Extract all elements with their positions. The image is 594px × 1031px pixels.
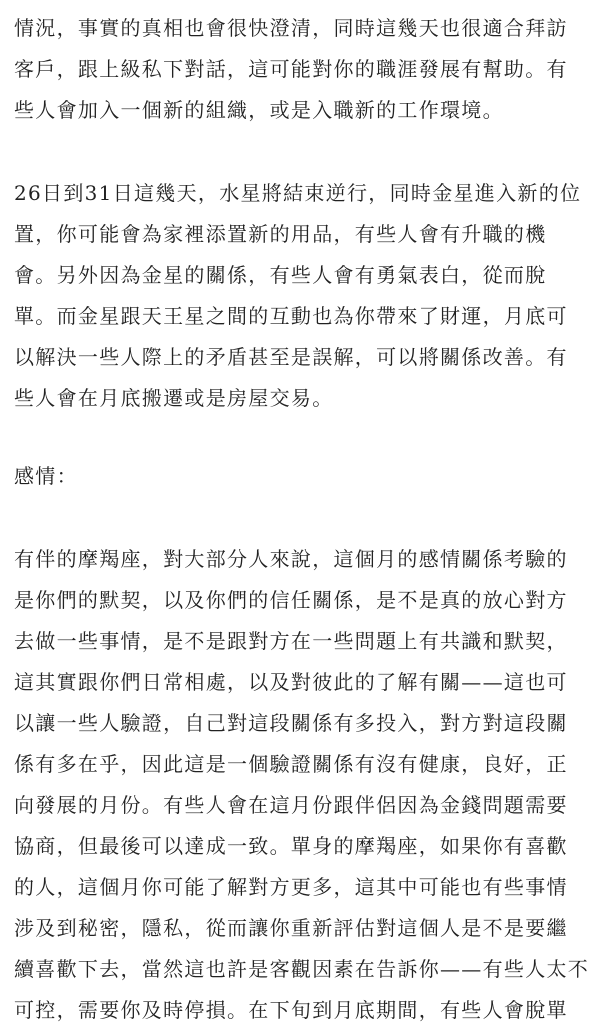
text-line: 可控，需要你及時停損。在下旬到月底期間，有些人會脫單 xyxy=(14,998,568,1022)
text-line: 些人會加入一個新的組織，或是入職新的工作環境。 xyxy=(14,98,504,122)
text-line: 有伴的摩羯座，對大部分人來說，這個月的感情關係考驗的 xyxy=(14,547,568,571)
text-line: 的人，這個月你可能了解對方更多，這其中可能也有些事情 xyxy=(14,875,568,899)
text-line: 26日到31日這幾天，水星將結束逆行，同時金星進入新的位 xyxy=(14,181,582,205)
paragraph-month-end xyxy=(14,173,581,419)
text-line: 客戶，跟上級私下對話，這可能對你的職涯發展有幫助。有 xyxy=(14,57,568,81)
text-line: 以讓一些人驗證，自己對這段關係有多投入，對方對這段關 xyxy=(14,711,568,735)
text-line: 單。而金星跟天王星之間的互動也為你帶來了財運，月底可 xyxy=(14,304,568,328)
text-line: 會。另外因為金星的關係，有些人會有勇氣表白，從而脫 xyxy=(14,263,547,287)
text-line: 是你們的默契，以及你們的信任關係，是不是真的放心對方 xyxy=(14,588,568,612)
heading-line: 感情： xyxy=(14,464,78,488)
text-line: 去做一些事情，是不是跟對方在一些問題上有共識和默契， xyxy=(14,629,568,653)
text-line: 續喜歡下去，當然這也許是客觀因素在告訴你——有些人太不 xyxy=(14,957,590,981)
text-line: 涉及到秘密，隱私，從而讓你重新評估對這個人是不是要繼 xyxy=(14,916,568,940)
paragraph-love xyxy=(14,539,589,1031)
text-line: 向發展的月份。有些人會在這月份跟伴侶因為金錢問題需要 xyxy=(14,793,568,817)
text-line: 協商，但最後可以達成一致。單身的摩羯座，如果你有喜歡 xyxy=(14,834,568,858)
section-heading-love xyxy=(14,456,78,497)
text-line: 係有多在乎，因此這是一個驗證關係有沒有健康，良好，正 xyxy=(14,752,568,776)
text-line: 些人會在月底搬遷或是房屋交易。 xyxy=(14,386,334,410)
text-line: 這其實跟你們日常相處，以及對彼此的了解有關——這也可 xyxy=(14,670,568,694)
text-line: 置，你可能會為家裡添置新的用品，有些人會有升職的機 xyxy=(14,222,547,246)
paragraph-career-tail xyxy=(14,8,568,131)
text-line: 以解決一些人際上的矛盾甚至是誤解，可以將關係改善。有 xyxy=(14,345,568,369)
text-line: 情況，事實的真相也會很快澄清，同時這幾天也很適合拜訪 xyxy=(14,16,568,40)
